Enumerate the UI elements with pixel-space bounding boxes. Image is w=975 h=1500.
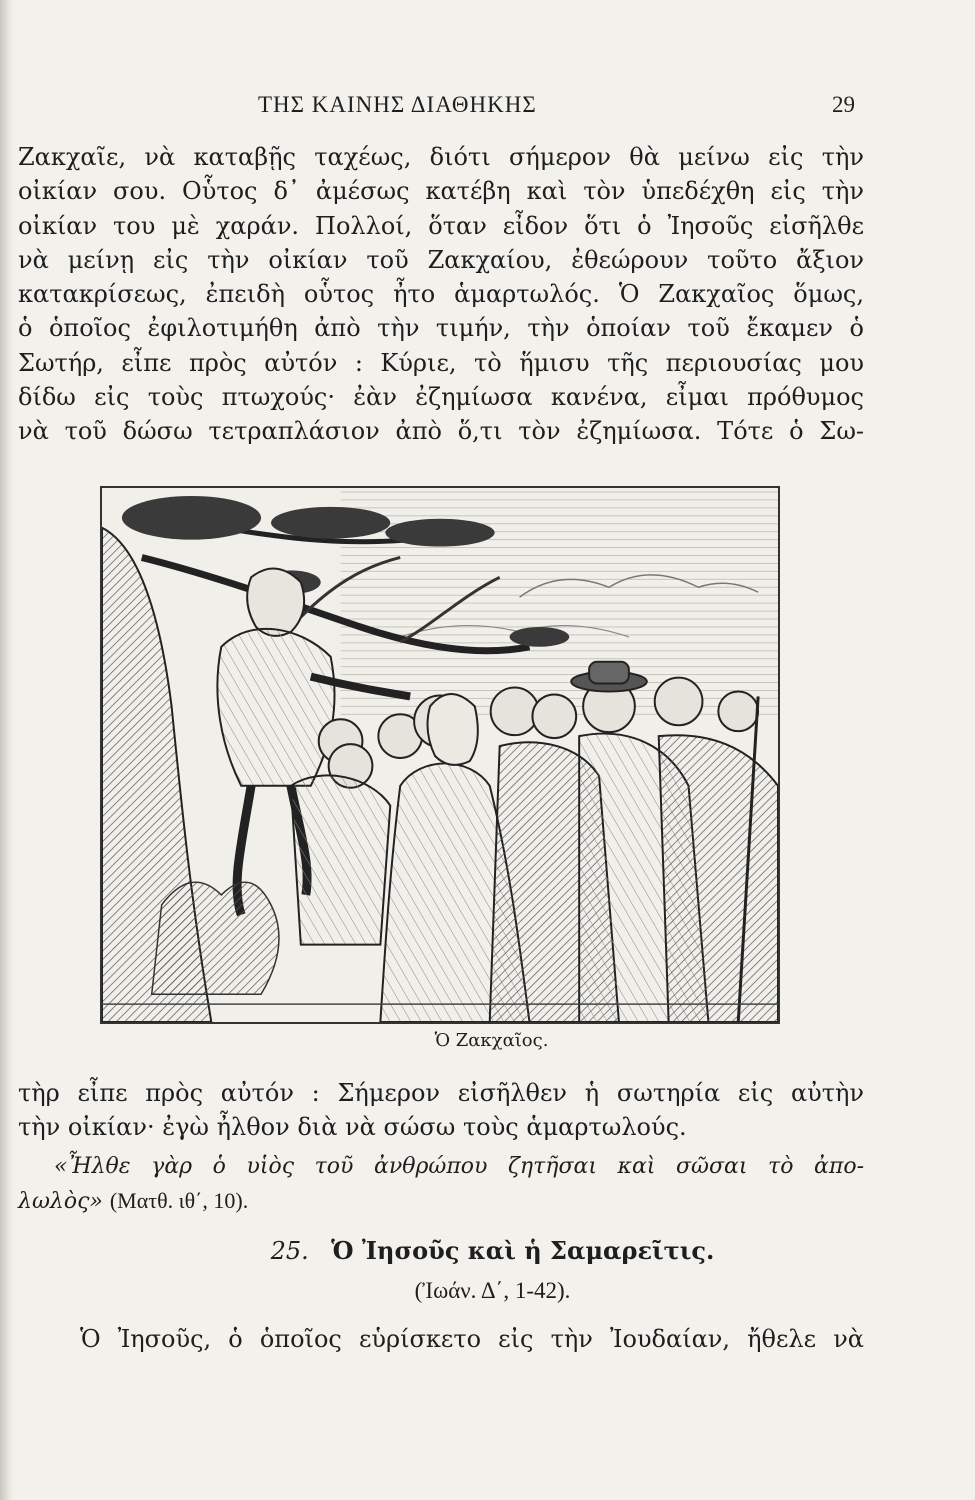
illustration-caption: Ὁ Ζακχαῖος.: [434, 1030, 549, 1051]
text-line: Ὁ Ἰησοῦς, ὁ ὁποῖος εὑρίσκετο εἰς τὴν Ἰουδαίαν, ἤθελε νὰ: [80, 1325, 864, 1353]
quote-line-end: λωλὸς»: [18, 1189, 103, 1215]
text-line: τὴρ εἶπε πρὸς αὐτόν : Σήμερον εἰσῆλθεν ἡ σωτηρία εἰς αὐτὴν: [18, 1079, 864, 1107]
zacchaeus-engraving: [100, 486, 780, 1024]
quote-line: «Ἦλθε γὰρ ὁ υἱὸς τοῦ ἀνθρώπου ζητῆσαι καὶ σῶσαι τὸ ἀπο-: [54, 1154, 864, 1179]
paragraph-1: [18, 140, 864, 449]
paragraph-3: [18, 1322, 864, 1356]
section-heading: [0, 1236, 975, 1265]
text-line: κατακρίσεως, ἐπειδὴ οὗτος ἦτο ἁμαρτωλός. Ὁ Ζακχαῖος ὅμως,: [18, 280, 864, 309]
section-title: Ὁ Ἰησοῦς καὶ ἡ Σαμαρεῖτις.: [331, 1236, 715, 1265]
quote-reference: (Ματθ. ιθ΄, 10).: [109, 1188, 249, 1214]
section-number: 25.: [270, 1237, 309, 1265]
paragraph-2: [18, 1076, 864, 1145]
running-title: ΤΗΣ ΚΑΙΝΗΣ ΔΙΑΘΗΚΗΣ: [258, 92, 537, 117]
text-line: ὁ ὁποῖος ἐφιλοτιμήθη ἀπὸ τὴν τιμήν, τὴν ὁποίαν τοῦ ἔκαμεν ὁ: [18, 314, 864, 343]
text-line: νὰ μείνῃ εἰς τὴν οἰκίαν τοῦ Ζακχαίου, ἐθεώρουν τοῦτο ἄξιον: [18, 245, 864, 274]
scripture-quote: [18, 1150, 864, 1220]
text-line: νὰ τοῦ δώσω τετραπλάσιον ἀπὸ ὅ,τι τὸν ἐζημίωσα. Τότε ὁ Σω-: [18, 417, 864, 446]
text-line: δίδω εἰς τοὺς πτωχούς· ἐὰν ἐζημίωσα κανένα, εἶμαι πρόθυμος: [18, 383, 864, 412]
quote-line-2: [18, 1184, 864, 1219]
text-line: οἰκίαν του μὲ χαράν. Πολλοί, ὅταν εἶδον ὅτι ὁ Ἰησοῦς εἰσῆλθε: [18, 211, 864, 240]
text-line: τὴν οἰκίαν· ἐγὼ ἦλθον διὰ νὰ σώσω τοὺς ἁμαρτωλούς.: [18, 1113, 687, 1142]
page-number: 29: [832, 92, 855, 117]
section-reference: (Ἰωάν. Δ΄, 1-42).: [414, 1278, 571, 1303]
page-binding-shadow: [0, 0, 14, 1500]
text-line: οἰκίαν σου. Οὗτος δ᾽ ἀμέσως κατέβη καὶ τὸν ὑπεδέχθη εἰς τὴν: [18, 177, 864, 206]
page-header: [0, 92, 975, 122]
text-line: Ζακχαῖε, νὰ καταβῇς ταχέως, διότι σήμερον θὰ μείνω εἰς τὴν: [18, 143, 864, 171]
text-line: Σωτήρ, εἶπε πρὸς αὐτόν : Κύριε, τὸ ἥμισυ τῆς περιουσίας μου: [18, 348, 864, 377]
